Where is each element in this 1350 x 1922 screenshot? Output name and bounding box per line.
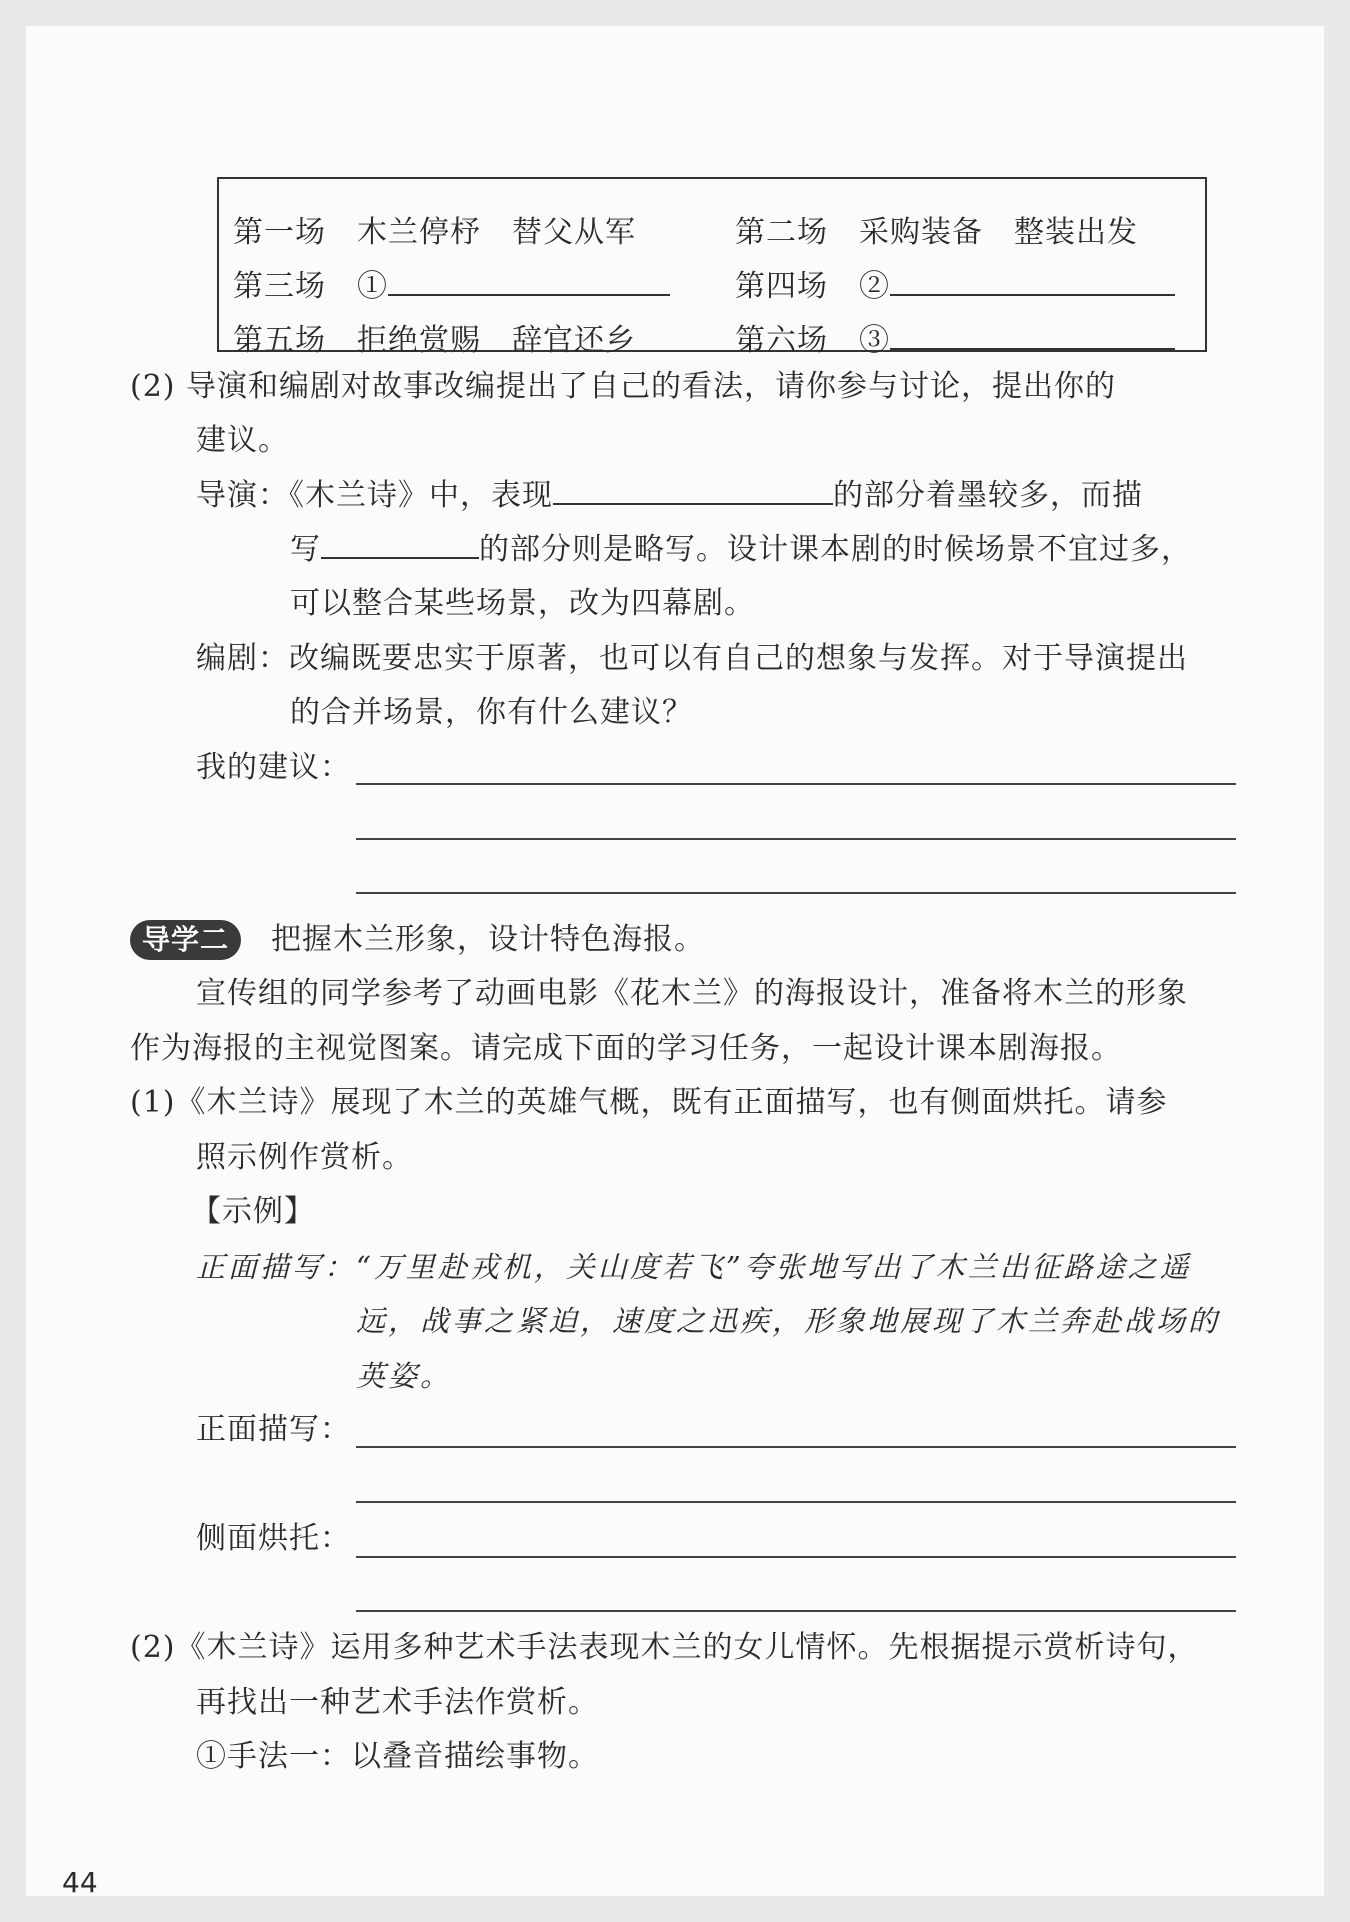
director-line3: 可以整合某些场景，改为四幕剧。 (290, 586, 755, 621)
director-text-b: 的部分着墨较多，而描 (833, 478, 1143, 513)
answer-line[interactable] (356, 783, 1236, 785)
scene-6-blank[interactable] (890, 322, 1175, 350)
p2-line1: (2)《木兰诗》运用多种艺术手法表现木兰的女儿情怀。先根据提示赏析诗句， (130, 1630, 1199, 1665)
section-badge: 导学二 (130, 920, 241, 960)
page-number: 44 (62, 1866, 98, 1899)
scene-2-label: 第二场 (735, 215, 828, 250)
example-line3: 英姿。 (356, 1359, 453, 1393)
my-suggestion-label: 我的建议： (196, 750, 351, 785)
workbook-page (26, 26, 1324, 1899)
intro-line2: 作为海报的主视觉图案。请完成下面的学习任务，一起设计课本剧海报。 (130, 1031, 1122, 1066)
answer-line[interactable] (356, 1446, 1236, 1448)
q2-line2: 建议。 (196, 423, 289, 458)
scene-4-label: 第四场 (735, 269, 828, 304)
writer-line1 (196, 639, 1188, 679)
scene-3-blank[interactable] (388, 268, 670, 296)
direct-label: 正面描写： (196, 1412, 351, 1447)
intro-line1: 宣传组的同学参考了动画电影《花木兰》的海报设计，准备将木兰的形象 (196, 976, 1188, 1011)
scene-5 (233, 321, 636, 361)
answer-line[interactable] (356, 1610, 1236, 1612)
scene-3-marker: ① (357, 269, 388, 304)
example-head: 正面描写： (196, 1250, 357, 1284)
director-line2 (290, 530, 1192, 570)
section-title: 把握木兰形象，设计特色海报。 (271, 922, 705, 957)
q2-number: (2) (130, 369, 176, 404)
writer-label: 编剧： (196, 641, 289, 676)
answer-line[interactable] (356, 838, 1236, 840)
example-line2: 远，战事之紧迫，速度之迅疾，形象地展现了木兰奔赴战场的 (356, 1304, 1221, 1338)
q2-line1 (130, 367, 1116, 407)
director-blank-2[interactable] (321, 531, 479, 559)
scene-2 (735, 213, 1138, 253)
scene-6-marker: ③ (859, 323, 890, 358)
answer-line[interactable] (356, 1501, 1236, 1503)
director-text-d: 的部分则是略写。设计课本剧的时候场景不宜过多， (479, 532, 1192, 567)
scene-5-label: 第五场 (233, 323, 326, 358)
p1-line2: 照示例作赏析。 (196, 1140, 413, 1175)
scene-3-label: 第三场 (233, 269, 326, 304)
q2-text-1: 导演和编剧对故事改编提出了自己的看法，请你参与讨论，提出你的 (186, 369, 1117, 404)
indirect-label: 侧面烘托： (196, 1521, 351, 1556)
scene-4-marker: ② (859, 269, 890, 304)
director-label: 导演： (196, 478, 289, 513)
scene-5-text: 拒绝赏赐 辞官还乡 (357, 323, 636, 358)
scene-1 (233, 213, 636, 253)
scene-6-label: 第六场 (735, 323, 828, 358)
scene-6 (735, 321, 1175, 361)
scene-2-text: 采购装备 整装出发 (859, 215, 1138, 250)
writer-text-a: 改编既要忠实于原著，也可以有自己的想象与发挥。对于导演提出 (289, 641, 1188, 676)
example-line1 (196, 1247, 1192, 1287)
example-label: 【示例】 (191, 1194, 315, 1229)
writer-line2: 的合并场景，你有什么建议？ (290, 695, 693, 730)
p1-line1: (1)《木兰诗》展现了木兰的英雄气概，既有正面描写，也有侧面烘托。请参 (130, 1085, 1168, 1120)
p2-line2: 再找出一种艺术手法作赏析。 (196, 1685, 599, 1720)
method-1: ①手法一：以叠音描绘事物。 (196, 1739, 599, 1774)
scene-1-text: 木兰停杼 替父从军 (357, 215, 636, 250)
answer-line[interactable] (356, 1556, 1236, 1558)
director-text-a: 《木兰诗》中，表现 (289, 478, 553, 513)
answer-line[interactable] (356, 892, 1236, 894)
scene-3 (233, 267, 670, 307)
example-text-a: “万里赴戎机，关山度若飞”夸张地写出了木兰出征路途之遥 (356, 1250, 1192, 1284)
scene-4 (735, 267, 1175, 307)
director-line1 (196, 476, 1143, 516)
scene-1-label: 第一场 (233, 215, 326, 250)
director-blank-1[interactable] (553, 477, 833, 505)
director-text-c: 写 (290, 532, 321, 567)
scene-4-blank[interactable] (890, 268, 1175, 296)
